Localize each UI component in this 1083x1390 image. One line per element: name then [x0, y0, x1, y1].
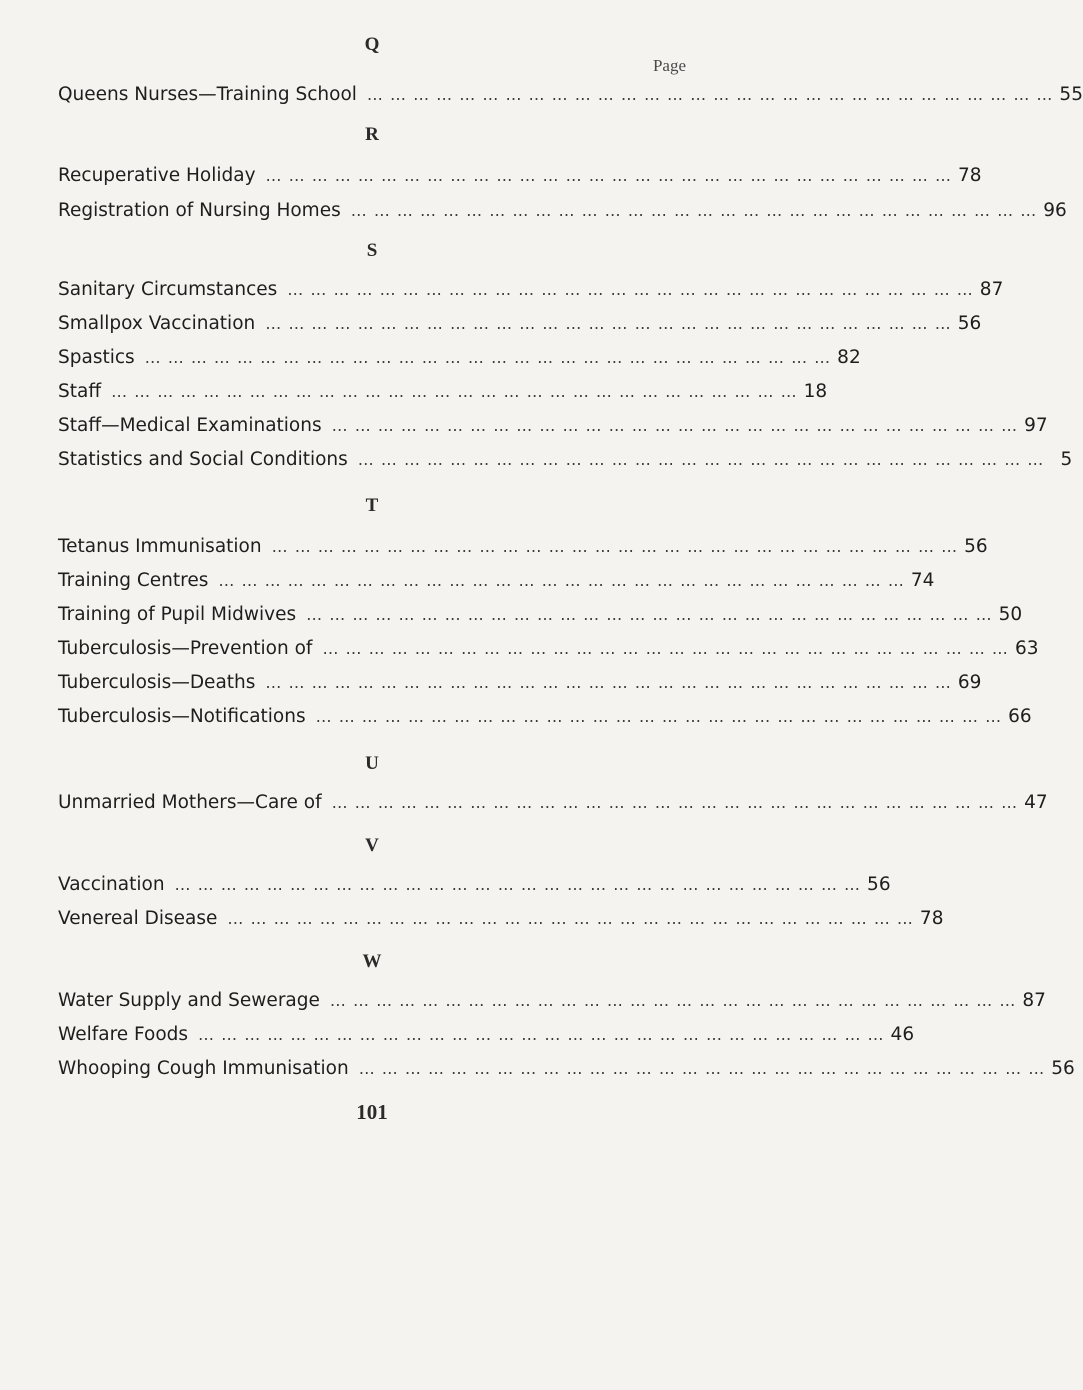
index-entry	[58, 990, 1046, 1018]
section-letter-v: V	[365, 835, 379, 856]
entry-label: Tuberculosis—Prevention of	[58, 638, 313, 659]
section-letter-t: T	[365, 495, 379, 516]
entry-page: 46	[890, 1024, 915, 1045]
entry-label: Tetanus Immunisation	[58, 536, 262, 557]
index-entry	[58, 604, 1023, 632]
entry-label: Unmarried Mothers—Care of	[58, 792, 322, 813]
index-entry	[58, 449, 1073, 477]
entry-label: Registration of Nursing Homes	[58, 200, 341, 221]
page-column-heading: Page	[652, 56, 686, 75]
index-entry	[58, 638, 1039, 666]
entry-page: 47	[1024, 792, 1048, 813]
dot-leader: … … … … … … … … … … … … … … … … … … … … … … … … … … … … … …	[111, 382, 798, 401]
entry-label: Spastics	[58, 347, 135, 368]
index-entry	[58, 706, 1032, 734]
dot-leader: … … … … … … … … … … … … … … … … … … … … … … … … … … … … … …	[287, 280, 974, 299]
entry-label: Sanitary Circumstances	[58, 279, 278, 300]
entry-label: Vaccination	[58, 874, 165, 895]
dot-leader: … … … … … … … … … … … … … … … … … … … … … … … … … … … … … …	[358, 1059, 1046, 1078]
page-number: 101	[356, 1100, 388, 1124]
index-entry	[58, 165, 982, 193]
entry-page: 78	[958, 165, 982, 186]
entry-label: Staff—Medical Examinations	[58, 415, 322, 436]
index-entry	[58, 381, 828, 409]
section-letter-r: R	[365, 124, 379, 145]
entry-label: Whooping Cough Immunisation	[58, 1058, 349, 1079]
entry-page: 18	[803, 381, 828, 402]
entry-label: Smallpox Vaccination	[58, 313, 256, 334]
dot-leader: … … … … … … … … … … … … … … … … … … … … … … … … … … … … … …	[366, 85, 1054, 104]
index-entry	[58, 279, 1004, 307]
index-entry	[58, 1058, 1075, 1086]
index-entry	[58, 347, 861, 375]
index-entry	[58, 874, 891, 902]
entry-page: 69	[957, 672, 982, 693]
dot-leader: … … … … … … … … … … … … … … … … … … … … … … … … … … … … … …	[265, 166, 953, 185]
dot-leader: … … … … … … … … … … … … … … … … … … … … … … … … … … … … … …	[265, 673, 952, 692]
entry-page: 96	[1043, 200, 1067, 221]
section-letter-w: W	[362, 951, 382, 972]
section-letter-u: U	[365, 753, 379, 774]
entry-page: 56	[1051, 1058, 1075, 1079]
section-letter-s: S	[366, 240, 378, 261]
entry-page: 5	[1060, 449, 1073, 470]
entry-label: Staff	[58, 381, 102, 402]
entry-label: Recuperative Holiday	[58, 165, 256, 186]
index-entry	[58, 536, 988, 564]
entry-label: Statistics and Social Conditions	[58, 449, 348, 470]
entry-label: Venereal Disease	[58, 908, 218, 929]
entry-label: Welfare Foods	[58, 1024, 189, 1045]
dot-leader: … … … … … … … … … … … … … … … … … … … … … … … … … … … … … …	[174, 875, 862, 894]
index-entry	[58, 1024, 915, 1052]
entry-page: 87	[979, 279, 1004, 300]
dot-leader: … … … … … … … … … … … … … … … … … … … … … … … … … … … … … …	[315, 707, 1003, 726]
entry-page: 50	[998, 604, 1023, 625]
dot-leader: … … … … … … … … … … … … … … … … … … … … … … … … … … … … … …	[198, 1025, 885, 1044]
entry-page: 55	[1059, 84, 1083, 105]
dot-leader: … … … … … … … … … … … … … … … … … … … … … … … … … … … … … …	[271, 537, 959, 556]
entry-page: 74	[910, 570, 935, 591]
dot-leader: … … … … … … … … … … … … … … … … … … … … … … … … … … … … … …	[227, 909, 914, 928]
entry-label: Training of Pupil Midwives	[58, 604, 297, 625]
index-entry	[58, 415, 1048, 443]
index-entry	[58, 570, 935, 598]
entry-page: 87	[1022, 990, 1046, 1011]
dot-leader: … … … … … … … … … … … … … … … … … … … … … … … … … … … … … …	[144, 348, 832, 367]
section-letter-q: Q	[364, 34, 380, 55]
dot-leader: … … … … … … … … … … … … … … … … … … … … … … … … … … … … … …	[306, 605, 993, 624]
index-entry	[58, 200, 1067, 228]
dot-leader: … … … … … … … … … … … … … … … … … … … … … … … … … … … … … …	[331, 793, 1019, 812]
dot-leader: … … … … … … … … … … … … … … … … … … … … … … … … … … … … … …	[331, 416, 1019, 435]
entry-page: 56	[957, 313, 982, 334]
index-entry	[58, 84, 1083, 112]
entry-label: Queens Nurses—Training School	[58, 84, 357, 105]
dot-leader: … … … … … … … … … … … … … … … … … … … … … … … … … … … … … …	[350, 201, 1038, 220]
entry-page: 56	[964, 536, 988, 557]
dot-leader: … … … … … … … … … … … … … … … … … … … … … … … … … … … … … …	[218, 571, 905, 590]
index-entry	[58, 313, 982, 341]
dot-leader: … … … … … … … … … … … … … … … … … … … … … … … … … … … … … …	[329, 991, 1017, 1010]
index-entry	[58, 672, 982, 700]
index-entry	[58, 792, 1048, 820]
dot-leader: … … … … … … … … … … … … … … … … … … … … … … … … … … … … … …	[322, 639, 1009, 658]
dot-leader: … … … … … … … … … … … … … … … … … … … … … … … … … … … … … …	[265, 314, 952, 333]
entry-page: 63	[1014, 638, 1039, 659]
dot-leader: … … … … … … … … … … … … … … … … … … … … … … … … … … … … … …	[357, 450, 1045, 469]
entry-label: Tuberculosis—Notifications	[58, 706, 306, 727]
entry-label: Water Supply and Sewerage	[58, 990, 320, 1011]
index-entry	[58, 908, 944, 936]
entry-page: 82	[837, 347, 861, 368]
entry-page: 66	[1008, 706, 1032, 727]
entry-page: 56	[867, 874, 891, 895]
entry-page: 78	[919, 908, 944, 929]
entry-page: 97	[1024, 415, 1048, 436]
entry-label: Tuberculosis—Deaths	[58, 672, 256, 693]
entry-label: Training Centres	[58, 570, 209, 591]
